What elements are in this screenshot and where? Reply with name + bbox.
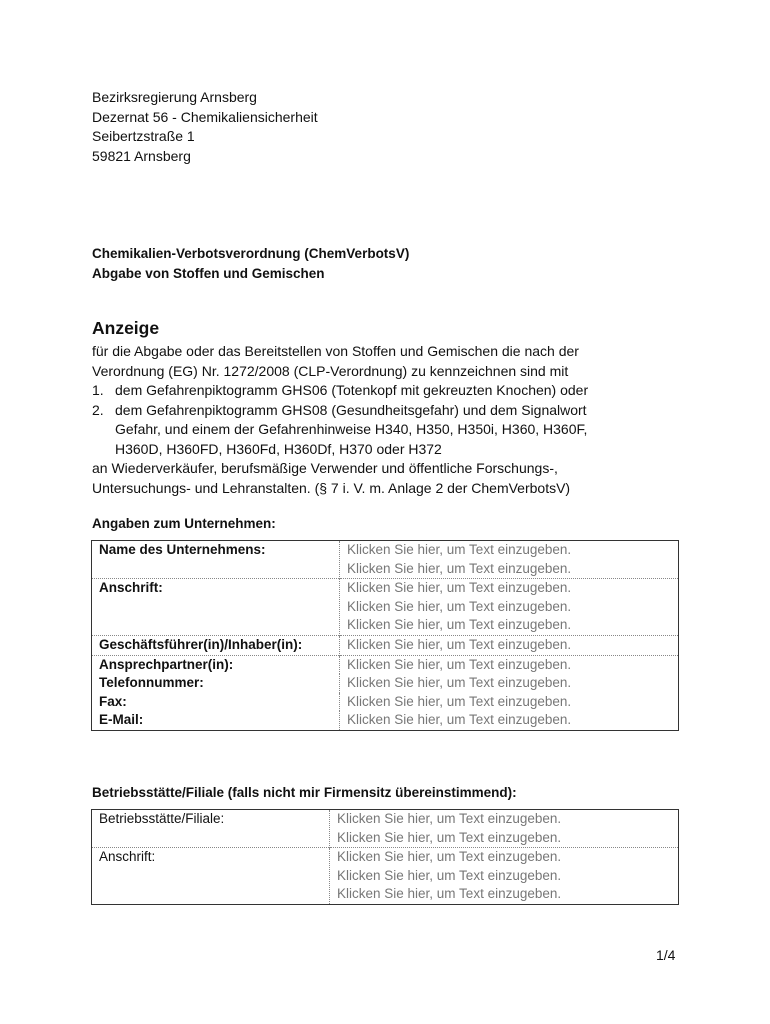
- form-row-branch: [92, 810, 679, 848]
- fax-label: Fax:: [99, 693, 127, 709]
- branch-section-title: Betriebsstätte/Filiale (falls nicht mir Firmensitz übereinstimmend):: [92, 785, 517, 800]
- subject-block: [92, 244, 409, 283]
- form-row-company-name: [92, 541, 679, 579]
- company-name-placeholder-2[interactable]: Klicken Sie hier, um Text einzugeben.: [347, 560, 572, 576]
- form-row-manager: [92, 635, 679, 655]
- list-text-1: dem Gefahrenpiktogramm GHS06 (Totenkopf mit gekreuzten Knochen) oder: [115, 382, 589, 398]
- intro-line-4: Untersuchungs- und Lehranstalten. (§ 7 i. V. m. Anlage 2 der ChemVerbotsV): [92, 479, 571, 496]
- list-number-2: 2.: [92, 401, 104, 418]
- list-item-2: [92, 401, 692, 460]
- company-name-field[interactable]: [340, 541, 679, 579]
- branch-placeholder-2[interactable]: Klicken Sie hier, um Text einzugeben.: [337, 829, 562, 845]
- form-row-fax: [92, 693, 679, 712]
- address-line-1: Bezirksregierung Arnsberg: [92, 89, 257, 105]
- branch-address-label: Anschrift:: [92, 848, 330, 905]
- fax-field[interactable]: [340, 693, 679, 712]
- form-row-branch-address: [92, 848, 679, 905]
- email-label: E-Mail:: [99, 712, 144, 728]
- company-name-label: Name des Unternehmens:: [99, 542, 266, 557]
- list-text-2b: Gefahr, und einem der Gefahrenhinweise H340, H350, H350i, H360, H360F,: [115, 421, 588, 437]
- manager-field[interactable]: [340, 635, 679, 655]
- branch-address-field[interactable]: [330, 848, 679, 905]
- email-field[interactable]: [340, 711, 679, 730]
- address-placeholder-3[interactable]: Klicken Sie hier, um Text einzugeben.: [347, 617, 572, 633]
- address-placeholder-2[interactable]: Klicken Sie hier, um Text einzugeben.: [347, 598, 572, 614]
- email-placeholder[interactable]: Klicken Sie hier, um Text einzugeben.: [347, 712, 572, 728]
- branch-address-placeholder-3[interactable]: Klicken Sie hier, um Text einzugeben.: [337, 886, 562, 902]
- intro-text: [92, 342, 692, 498]
- form-row-contact: [92, 655, 679, 674]
- address-label: Anschrift:: [92, 579, 340, 636]
- address-field[interactable]: [340, 579, 679, 636]
- branch-address-placeholder-2[interactable]: Klicken Sie hier, um Text einzugeben.: [337, 867, 562, 883]
- list-number-1: 1.: [92, 382, 104, 398]
- intro-line-3: an Wiederverkäufer, berufsmäßige Verwender und öffentliche Forschungs-,: [92, 460, 558, 476]
- company-section-title: Angaben zum Unternehmen:: [92, 516, 276, 531]
- manager-label: Geschäftsführer(in)/Inhaber(in):: [92, 635, 340, 655]
- company-form-table: [91, 540, 679, 731]
- list-text-2a: dem Gefahrenpiktogramm GHS08 (Gesundheitsgefahr) und dem Signalwort: [115, 401, 587, 418]
- contact-label: Ansprechpartner(in):: [92, 655, 340, 674]
- fax-placeholder[interactable]: Klicken Sie hier, um Text einzugeben.: [347, 693, 572, 709]
- list-item-1: [92, 381, 692, 401]
- contact-field[interactable]: [340, 655, 679, 674]
- phone-field[interactable]: [340, 674, 679, 693]
- phone-label: Telefonnummer:: [99, 675, 204, 691]
- address-placeholder-1[interactable]: Klicken Sie hier, um Text einzugeben.: [347, 580, 572, 596]
- document-heading: Anzeige: [92, 318, 160, 338]
- branch-field[interactable]: [330, 810, 679, 848]
- form-row-phone: [92, 674, 679, 693]
- recipient-address: [92, 88, 318, 166]
- manager-placeholder[interactable]: Klicken Sie hier, um Text einzugeben.: [347, 636, 572, 652]
- subject-line-2: Abgabe von Stoffen und Gemischen: [92, 265, 325, 281]
- list-text-2c: H360D, H360FD, H360Fd, H360Df, H370 oder H372: [115, 440, 442, 457]
- address-line-4: 59821 Arnsberg: [92, 147, 191, 164]
- intro-line-1: für die Abgabe oder das Bereitstellen von Stoffen und Gemischen die nach der: [92, 343, 579, 359]
- address-line-3: Seibertzstraße 1: [92, 128, 195, 144]
- branch-placeholder-1[interactable]: Klicken Sie hier, um Text einzugeben.: [337, 811, 562, 826]
- branch-form-table: [91, 809, 679, 905]
- form-row-email: [92, 711, 679, 730]
- branch-address-placeholder-1[interactable]: Klicken Sie hier, um Text einzugeben.: [337, 849, 562, 865]
- form-row-address: [92, 579, 679, 636]
- phone-placeholder[interactable]: Klicken Sie hier, um Text einzugeben.: [347, 675, 572, 691]
- branch-label: Betriebsstätte/Filiale:: [99, 811, 225, 826]
- address-line-2: Dezernat 56 - Chemikaliensicherheit: [92, 108, 318, 125]
- subject-line-1: Chemikalien-Verbotsverordnung (ChemVerbotsV): [92, 246, 410, 261]
- company-name-placeholder-1[interactable]: Klicken Sie hier, um Text einzugeben.: [347, 542, 572, 557]
- contact-placeholder[interactable]: Klicken Sie hier, um Text einzugeben.: [347, 656, 572, 672]
- page-number: 1/4: [656, 947, 676, 963]
- intro-line-2: Verordnung (EG) Nr. 1272/2008 (CLP-Verordnung) zu kennzeichnen sind mit: [92, 362, 569, 379]
